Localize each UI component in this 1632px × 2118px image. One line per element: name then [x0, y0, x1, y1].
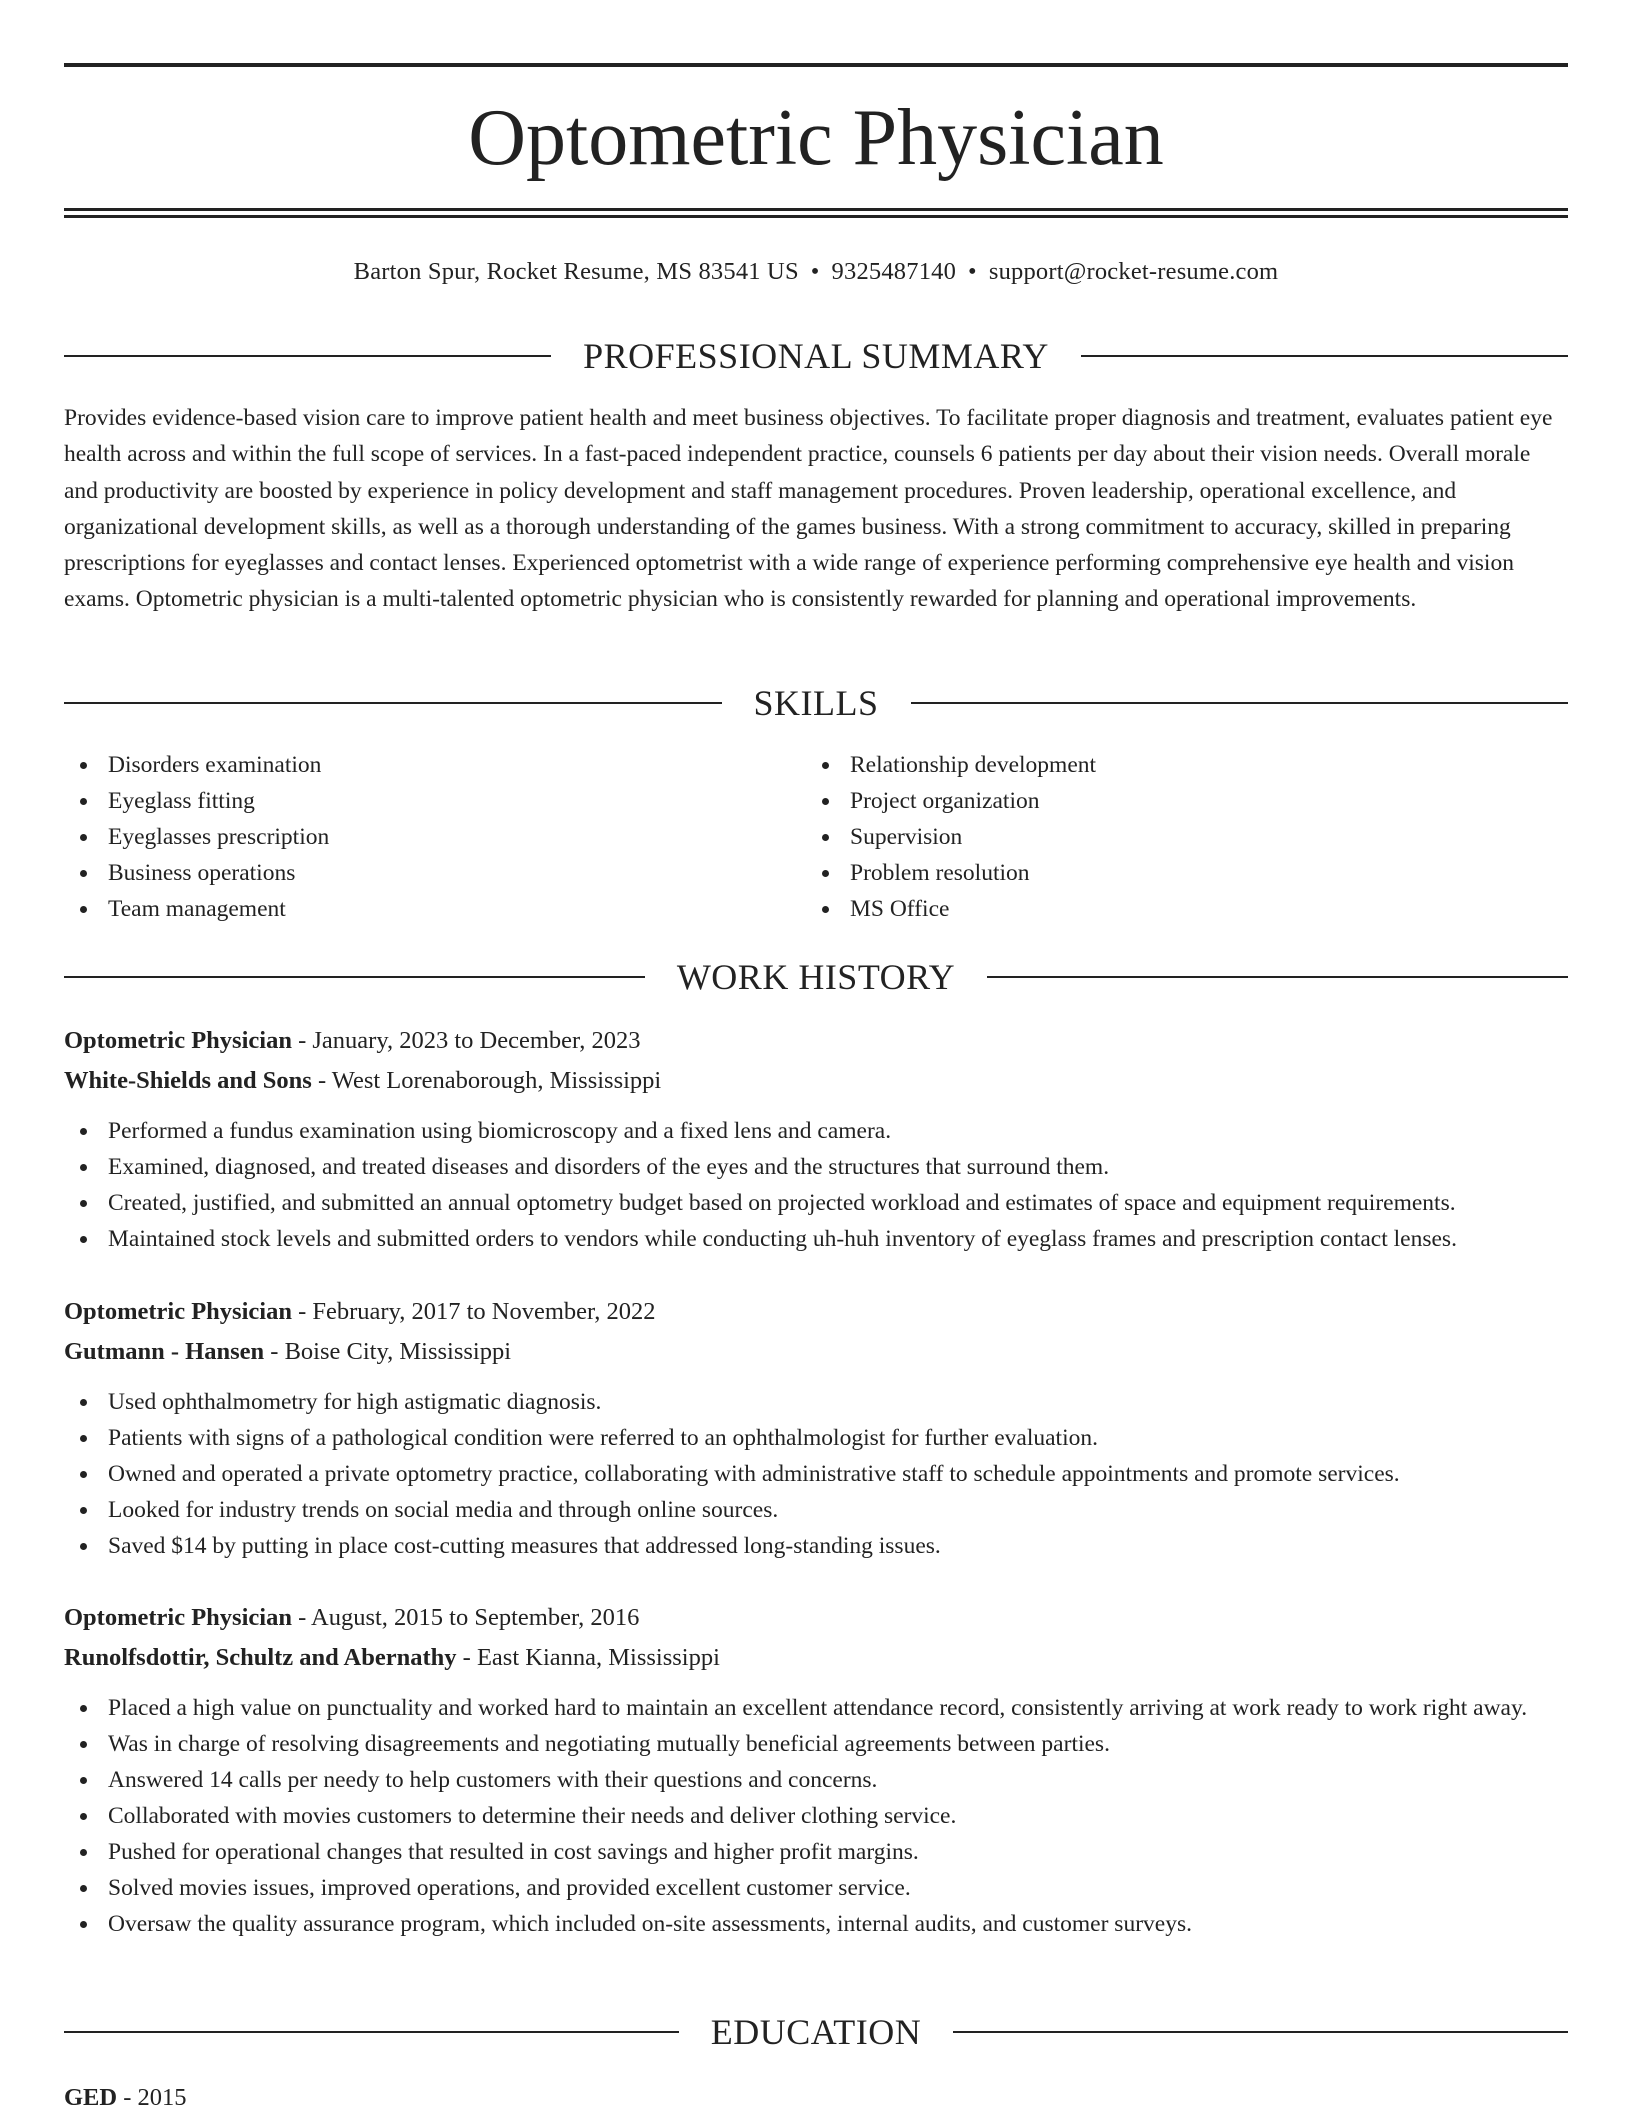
education-entry: GED - 2015: [64, 2084, 187, 2111]
job-location: East Kianna, Mississippi: [476, 1644, 720, 1671]
skill-item: Eyeglasses prescription: [64, 819, 329, 855]
job-bullet: Looked for industry trends on social media and through online sources.: [64, 1492, 1568, 1528]
job-bullet: Saved $14 by putting in place cost-cutting measures that addressed long-standing issues.: [64, 1528, 1568, 1564]
skill-item: Team management: [64, 891, 329, 927]
job-bullet: Oversaw the quality assurance program, which included on-site assessments, internal audits, and customer surveys.: [64, 1906, 1568, 1942]
work-heading: WORK HISTORY: [676, 957, 956, 997]
heading-rule: [64, 355, 551, 357]
job-bullets: [64, 1384, 1568, 1564]
job-company-line: Gutmann - Hansen - Boise City, Mississippi: [64, 1338, 512, 1365]
header-top-rule: [64, 63, 1568, 67]
job-location: West Lorenaborough, Mississippi: [331, 1067, 662, 1094]
skill-item: Relationship development: [806, 747, 1096, 783]
heading-rule: [1081, 355, 1568, 357]
job-title-line: Optometric Physician - August, 2015 to September, 2016: [64, 1604, 640, 1631]
contact-separator: •: [810, 258, 820, 285]
contact-phone[interactable]: 9325487140: [831, 258, 957, 285]
heading-rule: [953, 2031, 1568, 2033]
job-dates: February, 2017 to November, 2022: [312, 1298, 656, 1325]
skill-item: Supervision: [806, 819, 1096, 855]
job-bullet: Placed a high value on punctuality and worked hard to maintain an excellent attendance record, consistently arriving at work ready to work right away.: [64, 1690, 1568, 1726]
contact-separator: •: [968, 258, 977, 285]
job-bullet: Patients with signs of a pathological condition were referred to an ophthalmologist for further evaluation.: [64, 1420, 1568, 1456]
job-bullet: Maintained stock levels and submitted orders to vendors while conducting uh-huh inventory of eyeglass frames and prescription contact lenses.: [64, 1221, 1568, 1257]
job-company-line: White-Shields and Sons - West Lorenaborough, Mississippi: [64, 1067, 662, 1094]
contact-email[interactable]: support@rocket-resume.com: [988, 258, 1279, 285]
job-bullet: Collaborated with movies customers to determine their needs and deliver clothing service.: [64, 1798, 1568, 1834]
job-bullet: Answered 14 calls per needy to help customers with their questions and concerns.: [64, 1762, 1568, 1798]
education-degree: GED: [64, 2084, 118, 2111]
job-dates: January, 2023 to December, 2023: [312, 1027, 641, 1054]
job-bullet: Owned and operated a private optometry practice, collaborating with administrative staff to schedule appointments and promote services.: [64, 1456, 1568, 1492]
job-bullet: Pushed for operational changes that resulted in cost savings and higher profit margins.: [64, 1834, 1568, 1870]
job-entry: [64, 1598, 1568, 1942]
summary-text: Provides evidence-based vision care to improve patient health and meet business objectives. To facilitate proper diagnosis and treatment, evaluates patient eye health across and within the full scope of services. In a fast-paced independent practice, counsels 6 patients per day about their vision needs. Overall morale and productivity are boosted by experience in policy development and staff management procedures. Proven leadership, operational excellence, and organizational development skills, as well as a thorough understanding of the games business. With a strong commitment to accuracy, skilled in preparing prescriptions for eyeglasses and contact lenses. Experienced optometrist with a wide range of experience performing comprehensive eye health and vision exams. Optometric physician is a multi-talented optometric physician who is consistently rewarded for planning and operational improvements.: [64, 405, 1553, 613]
contact-address: Barton Spur, Rocket Resume, MS 83541 US: [353, 258, 799, 285]
skill-item: Disorders examination: [64, 747, 329, 783]
job-company: Runolfsdottir, Schultz and Abernathy: [64, 1644, 457, 1671]
skill-item: Problem resolution: [806, 855, 1096, 891]
resume-name: Optometric Physician: [468, 94, 1164, 182]
job-bullet: Used ophthalmometry for high astigmatic diagnosis.: [64, 1384, 1568, 1420]
job-dates: August, 2015 to September, 2016: [311, 1604, 640, 1631]
header-double-rule: [64, 208, 1568, 218]
job-bullet: Examined, diagnosed, and treated diseases and disorders of the eyes and the structures that surround them.: [64, 1149, 1568, 1185]
job-entry: [64, 1021, 1568, 1257]
contact-line: [64, 254, 1568, 290]
skills-heading: SKILLS: [753, 683, 879, 723]
job-entry: [64, 1292, 1568, 1564]
job-title-line: Optometric Physician - January, 2023 to December, 2023: [64, 1027, 641, 1054]
job-bullet: Performed a fundus examination using biomicroscopy and a fixed lens and camera.: [64, 1113, 1568, 1149]
heading-rule: [64, 702, 722, 704]
skills-section-heading: [64, 681, 1568, 725]
heading-rule: [987, 976, 1568, 978]
heading-rule: [911, 702, 1569, 704]
education-year: 2015: [137, 2084, 187, 2111]
job-title: Optometric Physician: [64, 1604, 292, 1631]
job-bullets: [64, 1690, 1568, 1942]
skills-list-left: [64, 747, 329, 927]
job-bullet: Was in charge of resolving disagreements and negotiating mutually beneficial agreements between parties.: [64, 1726, 1568, 1762]
skills-list-right: [806, 747, 1096, 927]
summary-section-heading: [64, 334, 1568, 378]
job-title: Optometric Physician: [64, 1027, 292, 1054]
summary-heading: PROFESSIONAL SUMMARY: [583, 336, 1049, 376]
job-company: White-Shields and Sons: [64, 1067, 312, 1094]
education-section-heading: [64, 2010, 1568, 2054]
job-bullet: Created, justified, and submitted an annual optometry budget based on projected workload and estimates of space and equipment requirements.: [64, 1185, 1568, 1221]
job-title: Optometric Physician: [64, 1298, 292, 1325]
job-location: Boise City, Mississippi: [284, 1338, 512, 1365]
job-company-line: Runolfsdottir, Schultz and Abernathy - East Kianna, Mississippi: [64, 1644, 720, 1671]
education-heading: EDUCATION: [710, 2012, 922, 2052]
heading-rule: [64, 976, 645, 978]
skill-item: Project organization: [806, 783, 1096, 819]
skill-item: MS Office: [806, 891, 1096, 927]
skill-item: Eyeglass fitting: [64, 783, 329, 819]
work-section-heading: [64, 955, 1568, 999]
heading-rule: [64, 2031, 679, 2033]
job-company: Gutmann - Hansen: [64, 1338, 265, 1365]
job-bullets: [64, 1113, 1568, 1257]
job-title-line: Optometric Physician - February, 2017 to November, 2022: [64, 1298, 656, 1325]
job-bullet: Solved movies issues, improved operations, and provided excellent customer service.: [64, 1870, 1568, 1906]
skill-item: Business operations: [64, 855, 329, 891]
